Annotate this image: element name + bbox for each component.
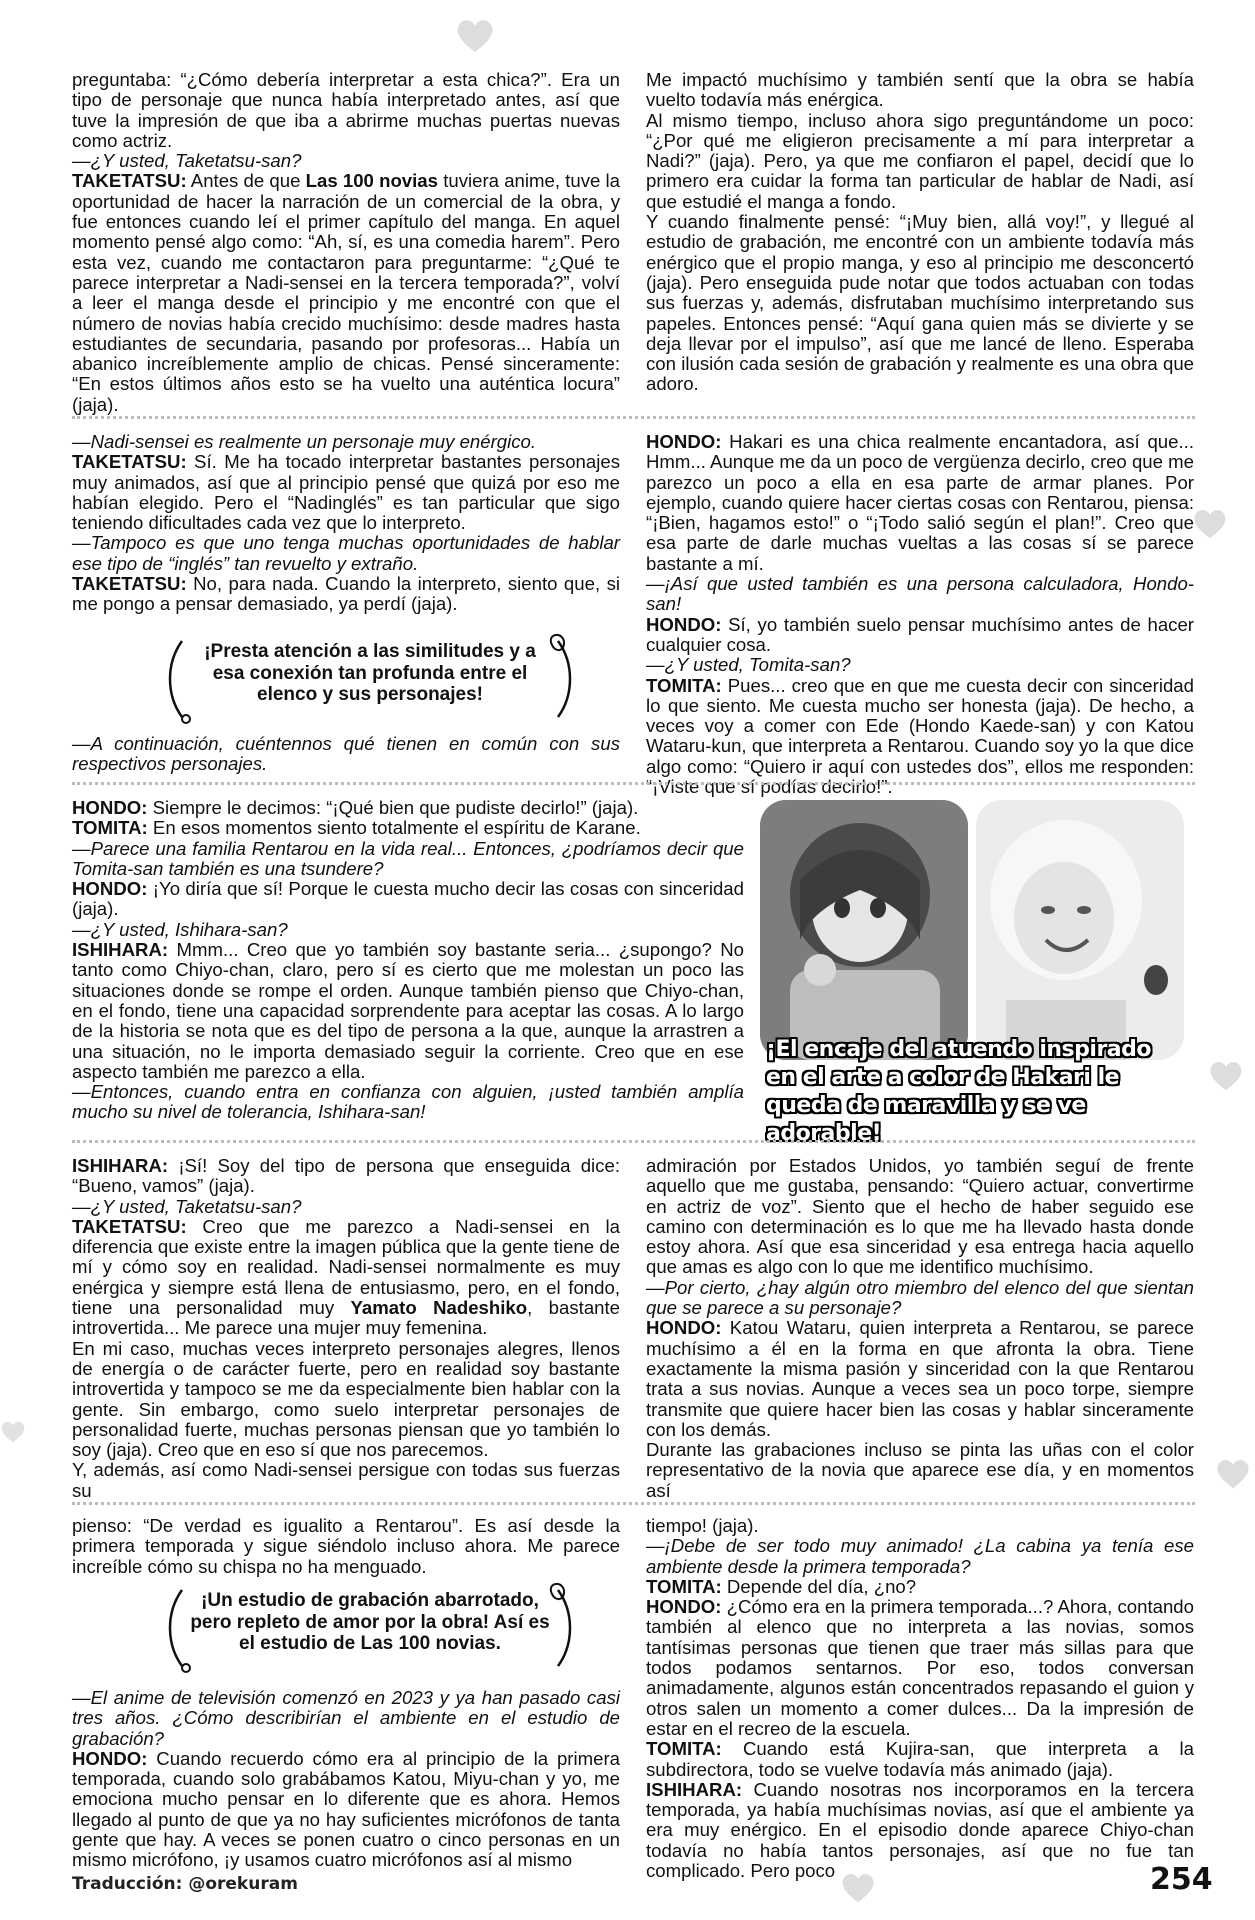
answer-text: Siempre le decimos: “¡Qué bien que pudiste decirlo!” (jaja). xyxy=(147,797,639,818)
paragraph xyxy=(646,1516,1194,1536)
speaker-name: TAKETATSU: xyxy=(72,1215,187,1237)
interviewer-question xyxy=(646,1278,1194,1319)
speaker-name: ISHIHARA: xyxy=(72,1155,169,1176)
paragraph xyxy=(72,1460,620,1501)
answer-text: ¿Cómo era en la primera temporada...? Ahora, contando también al elenco que no interpreta a las novias, somos tantísimas personas que tienen que traer más sillas para que todos podamos sentarnos. Por eso, todos conversan animadamente, algunos están concentrados repasando el guion y otros salen un momento a comer dulces... Da la impresión de estar en el recreo de la escuela. xyxy=(646,1596,1194,1739)
paragraph-text: En mi caso, muchas veces interpreto personajes alegres, llenos de energía o de carácter fuerte, pero en realidad soy bastante introvertida y tampoco se me da especialmente bien hablar con la gente. Sin embargo, como suelo interpretar personajes de personalidad fuerte, muchas personas piensan que yo también lo soy (jaja). Creo que en eso sí que nos parecemos. xyxy=(72,1337,620,1461)
interviewer-question xyxy=(646,574,1194,615)
answer-text: No, para nada. Cuando la interpreto, siento que, si me pongo a pensar demasiado, ya perdí (jaja). xyxy=(72,573,620,615)
speaker-name: ISHIHARA: xyxy=(72,939,169,961)
text-column-right-5 xyxy=(646,1516,1194,1881)
answer-text: Katou Wataru, quien interpreta a Rentarou, se parece muchísimo a él en la forma en que afronta la obra. Tiene exactamente la misma pasión y sinceridad con la que Rentarou trata a sus novias. Aunque a veces sea un poco torpe, siempre transmite que quiere hacer bien las cosas y hablar sinceramente con los demás. xyxy=(646,1317,1194,1440)
question-text: —Nadi-sensei es realmente un personaje muy enérgico. xyxy=(72,431,537,452)
speaker-answer xyxy=(72,1749,620,1871)
answer-text: tuviera anime, tuve la oportunidad de hacer la narración de un comercial de la obra, y fue entonces cuando leí el primer capítulo del manga. En aquel momento pensé algo como: “Ah, sí, es una comedia harem”. Pero esta vez, cuando me contactaron para preguntarme: “¿Qué te parece interpretar a Nadi-sensei en la tercera temporada?”, volví a leer el manga desde el principio y me encontré con que el número de novias había crecido muchísimo: desde madres hasta estudiantes de secundaria, pasando por profesoras... Había un abanico increíblemente amplio de chicas. Pensé sinceramente: “En estos últimos años esto se ha vuelto una auténtica locura” (jaja). xyxy=(72,170,620,415)
callout-text: ¡Presta atención a las similitudes y a esa conexión tan profunda entre el elenco y sus personajes! xyxy=(204,641,536,706)
anime-illustration xyxy=(760,800,968,1060)
section-divider xyxy=(72,1502,1195,1506)
paragraph xyxy=(646,1156,1194,1278)
interviewer-question xyxy=(72,920,744,940)
page-number: 254 xyxy=(1150,1862,1213,1897)
callout-text: ¡Un estudio de grabación abarrotado, pero repleto de amor por la obra! Así es el estudio de Las 100 novias. xyxy=(190,1590,550,1655)
question-text: —¿Y usted, Taketatsu-san? xyxy=(72,1195,302,1217)
speaker-name: HONDO: xyxy=(646,1596,722,1618)
cosplay-photo xyxy=(976,800,1184,1060)
question-text: —Entonces, cuando entra en confianza con alguien, ¡usted también amplía mucho su nivel de tolerancia, Ishihara-san! xyxy=(72,1081,744,1123)
translation-credit: Traducción: @orekuram xyxy=(72,1874,298,1894)
question-text: —El anime de televisión comenzó en 2023 y ya han pasado casi tres años. ¿Cómo describirían el ambiente en el estudio de grabación? xyxy=(72,1687,620,1749)
question-text: —A continuación, cuéntennos qué tienen en común con sus respectivos personajes. xyxy=(72,733,620,775)
paragraph xyxy=(646,212,1194,395)
paragraph-text: Al mismo tiempo, incluso ahora sigo preguntándome un poco: “¿Por qué me eligieron precisamente a mí para interpretar a Nadi?” (jaja). Pero, ya que me confiaron el papel, decidí que lo primero era cuidar la forma tan particular de hablar de Nadi, así que estudié el manga a fondo. xyxy=(646,109,1194,212)
paragraph xyxy=(646,111,1194,212)
answer-text: Antes de que xyxy=(186,170,306,192)
paragraph xyxy=(72,70,620,151)
text-column-left-top xyxy=(72,70,620,415)
speaker-answer xyxy=(646,1780,1194,1881)
speaker-answer xyxy=(646,432,1194,574)
heart-icon xyxy=(0,1412,26,1452)
answer-text: Cuando nosotras nos incorporamos en la tercera temporada, ya había muchísimas novias, así que el ambiente ya era muy enérgico. En el episodio donde aparece Chiyo-chan todavía no había tantos personajes, así que no fue tan complicado. Pero poco xyxy=(646,1778,1194,1882)
speaker-answer xyxy=(72,798,744,818)
section-divider xyxy=(72,1140,1195,1144)
answer-text: Depende del día, ¿no? xyxy=(721,1575,917,1597)
speaker-name: TOMITA: xyxy=(646,1575,722,1597)
speaker-answer xyxy=(646,1318,1194,1440)
answer-text: Sí, yo también suelo pensar muchísimo antes de hacer cualquier cosa. xyxy=(646,613,1194,655)
answer-text: En esos momentos siento totalmente el espíritu de Karane. xyxy=(147,817,641,839)
paragraph-text: Y, además, así como Nadi-sensei persigue con todas sus fuerzas su xyxy=(72,1459,620,1501)
paragraph xyxy=(72,1339,620,1461)
speaker-name: ISHIHARA: xyxy=(646,1778,743,1800)
speaker-answer xyxy=(72,818,744,838)
speaker-answer xyxy=(72,940,744,1082)
answer-text: , bastante introvertida... Me parece una mujer muy femenina. xyxy=(72,1297,621,1339)
photo-caption: ¡El encaje del atuendo inspirado en el arte a color de Hakari le queda de maravilla y se ve adorable! xyxy=(766,1037,1151,1146)
interviewer-question xyxy=(72,1688,620,1749)
speaker-name: TOMITA: xyxy=(646,1738,722,1760)
interviewer-question xyxy=(72,432,620,452)
speaker-name: TOMITA: xyxy=(646,674,722,696)
emphasis-text: Yamato Nadeshiko xyxy=(350,1297,528,1319)
speaker-answer xyxy=(72,452,620,533)
question-text: —Parece una familia Rentarou en la vida real... Entonces, ¿podríamos decir que Tomita-san también es una tsundere? xyxy=(72,837,744,879)
paragraph-text: admiración por Estados Unidos, yo también seguí de frente aquello que me gustaba, pensando: “Quiero actuar, convertirme en actriz de voz”. Siento que el hecho de haber seguido ese camino con determinación es lo que me ha llevado hasta donde estoy ahora. Así que esa sinceridad y esa entrega hacia aquello que amas es algo con lo que me identifico muchísimo. xyxy=(646,1155,1194,1278)
speaker-name: HONDO: xyxy=(646,613,722,635)
speaker-name: TAKETATSU: xyxy=(72,451,187,473)
question-text: —¡Debe de ser todo muy animado! ¿La cabina ya tenía ese ambiente desde la primera temporada? xyxy=(646,1535,1194,1577)
paragraph xyxy=(72,1516,620,1577)
speaker-name: HONDO: xyxy=(646,1317,722,1339)
question-text: —¿Y usted, Taketatsu-san? xyxy=(72,150,302,172)
text-column-left-2 xyxy=(72,432,620,615)
speaker-name: HONDO: xyxy=(72,878,148,900)
answer-text: Sí. Me ha tocado interpretar bastantes personajes muy animados, así que al principio pensé que quizá por eso me habían elegido. Pero el “Nadinglés” es tan particular que sigo teniendo dificultades cada vez que lo interpreto. xyxy=(72,451,620,534)
text-column-left-3 xyxy=(72,798,744,1123)
interviewer-question xyxy=(646,655,1194,675)
question-text: —Tampoco es que uno tenga muchas oportunidades de hablar ese tipo de “inglés” tan revuelto y extraño. xyxy=(72,532,620,574)
text-column-left-5 xyxy=(72,1516,620,1577)
interviewer-question xyxy=(646,1536,1194,1577)
answer-text: ¡Sí! Soy del tipo de persona que enseguida dice: “Bueno, vamos” (jaja). xyxy=(72,1155,620,1197)
speaker-name: HONDO: xyxy=(646,431,722,452)
paragraph-text: tiempo! (jaja). xyxy=(646,1515,759,1536)
text-column-right-top xyxy=(646,70,1194,395)
speaker-name: TOMITA: xyxy=(72,817,148,839)
question-text: —¿Y usted, Tomita-san? xyxy=(646,654,851,676)
callout-similarities xyxy=(160,633,580,725)
answer-text: ¡Yo diría que sí! Porque le cuesta mucho decir las cosas con sinceridad (jaja). xyxy=(72,878,744,920)
heart-icon xyxy=(1208,1060,1244,1092)
text-column-right-2 xyxy=(646,432,1194,797)
text-column-left-5b xyxy=(72,1688,620,1871)
interviewer-question xyxy=(72,734,620,775)
interviewer-question xyxy=(72,533,620,574)
emphasis-text: Las 100 novias xyxy=(305,170,438,192)
answer-text: Cuando recuerdo cómo era al principio de la primera temporada, cuando solo grabábamos Katou, Miyu-chan y yo, me emociona mucho pensar en lo diferente que es ahora. Hemos llegado al punto de que ya no hay suficientes micrófonos de tanta gente que hay. A veces se ponen cuatro o cinco personas en un mismo micrófono, ¡y usamos cuatro micrófonos así al mismo xyxy=(72,1747,620,1871)
speaker-answer xyxy=(72,574,620,615)
heart-icon xyxy=(1215,1458,1251,1490)
text-column-right-4 xyxy=(646,1156,1194,1501)
answer-text: Mmm... Creo que yo también soy bastante seria... ¿supongo? No tanto como Chiyo-chan, claro, pero sí es cierto que me molestan un poco las situaciones donde se rompe el orden. Aunque también pienso que Chiyo-chan, en el fondo, tiene una capacidad sorprendente para aceptar las cosas. A lo largo de la historia se nota que es del tipo de persona a la que, aunque la arrastren a una situación, no le importa demasiado seguir la corriente. Creo que en ese aspecto también me parezco a ella. xyxy=(72,939,744,1082)
question-text: —¿Y usted, Ishihara-san? xyxy=(72,918,288,940)
paragraph-text: Me impactó muchísimo y también sentí que la obra se había vuelto todavía más enérgica. xyxy=(646,69,1194,111)
speaker-answer xyxy=(72,879,744,920)
question-text: —¡Así que usted también es una persona calculadora, Hondo-san! xyxy=(646,573,1194,615)
speaker-answer xyxy=(646,1739,1194,1780)
anime-character-image xyxy=(760,800,968,1060)
heart-icon xyxy=(455,18,495,54)
paragraph-text: Y cuando finalmente pensé: “¡Muy bien, allá voy!”, y llegué al estudio de grabación, me encontré con un ambiente todavía más enérgico que el propio manga, y eso al principio me desconcertó (jaja). Pero enseguida pude notar que todos actuaban con todas sus fuerzas y, además, disfrutaban muchísimo interpretando sus papeles. Entonces pensé: “Aquí gana quien más se divierte y se deja llevar por el impulso”, así que me lancé de lleno. Esperaba con ilusión cada sesión de grabación y realmente es una obra que adoro. xyxy=(646,211,1194,395)
speaker-answer xyxy=(646,1597,1194,1739)
heart-icon xyxy=(1192,508,1228,540)
answer-text: Pues... creo que en que me cuesta decir con sinceridad lo que siento. Me cuesta mucho ser honesta (jaja). De hecho, a veces voy a comer con Ede (Hondo Kaede-san) y con Katou Wataru-kun, que interpreta a Rentarou. Cuando soy yo la que dice algo como: “Quiero ir aquí con ustedes dos”, ellos me responden: “¡Viste que sí podías decirlo!”. xyxy=(646,674,1194,798)
speaker-name: HONDO: xyxy=(72,1747,148,1769)
answer-text: Cuando está Kujira-san, que interpreta a la subdirectora, todo se vuelve todavía más animado (jaja). xyxy=(646,1738,1194,1780)
speaker-answer xyxy=(72,1217,620,1339)
answer-text: Creo que me parezco a Nadi-sensei en la diferencia que existe entre la imagen pública que la gente tiene de mí y cómo soy en realidad. Nadi-sensei normalmente es muy enérgica y siempre está llena de entusiasmo, pero, en el fondo, tiene una personalidad muy xyxy=(72,1215,620,1319)
interviewer-question xyxy=(72,839,744,880)
cosplay-illustration xyxy=(976,800,1184,1060)
speaker-answer xyxy=(646,676,1194,798)
speaker-answer xyxy=(646,615,1194,656)
interviewer-question xyxy=(72,151,620,171)
section-divider xyxy=(72,782,1195,786)
callout-studio xyxy=(160,1582,580,1674)
interviewer-question xyxy=(72,1082,744,1123)
paragraph-text: preguntaba: “¿Cómo debería interpretar a esta chica?”. Era un tipo de personaje que nunca había interpretado antes, así que tuve la impresión de que iba a abrirme muchas puertas nuevas como actriz. xyxy=(72,69,620,151)
paragraph-text: pienso: “De verdad es igualito a Rentarou”. Es así desde la primera temporada y sigue siéndolo incluso ahora. Me parece increíble cómo su chispa no ha menguado. xyxy=(72,1515,620,1577)
speaker-answer xyxy=(646,1577,1194,1597)
speaker-answer xyxy=(72,171,620,415)
answer-text: Hakari es una chica realmente encantadora, así que... Hmm... Aunque me da un poco de vergüenza decirlo, creo que me parezco un poco a ella en esa parte de armar planes. Por ejemplo, cuando quiere hacer ciertas cosas con Rentarou, piensa: “¡Bien, hagamos esto!” o “¡Todo salió según el plan!”. Creo que esa parte de darle muchas vueltas a las cosas sí se parece bastante a mí. xyxy=(646,431,1194,574)
photo-panel xyxy=(760,800,1185,1146)
paragraph xyxy=(646,1440,1194,1501)
paragraph xyxy=(646,70,1194,111)
question-text: —Por cierto, ¿hay algún otro miembro del elenco del que sientan que se parece a su personaje? xyxy=(646,1276,1194,1319)
text-column-left-4 xyxy=(72,1156,620,1501)
speaker-name: TAKETATSU: xyxy=(72,170,187,192)
speaker-name: HONDO: xyxy=(72,797,148,818)
text-column-left-2b xyxy=(72,734,620,775)
interviewer-question xyxy=(72,1197,620,1217)
section-divider xyxy=(72,416,1195,420)
paragraph-text: Durante las grabaciones incluso se pinta las uñas con el color representativo de la novia que aparece ese día, y en momentos así xyxy=(646,1439,1194,1501)
speaker-name: TAKETATSU: xyxy=(72,573,187,595)
speaker-answer xyxy=(72,1156,620,1197)
